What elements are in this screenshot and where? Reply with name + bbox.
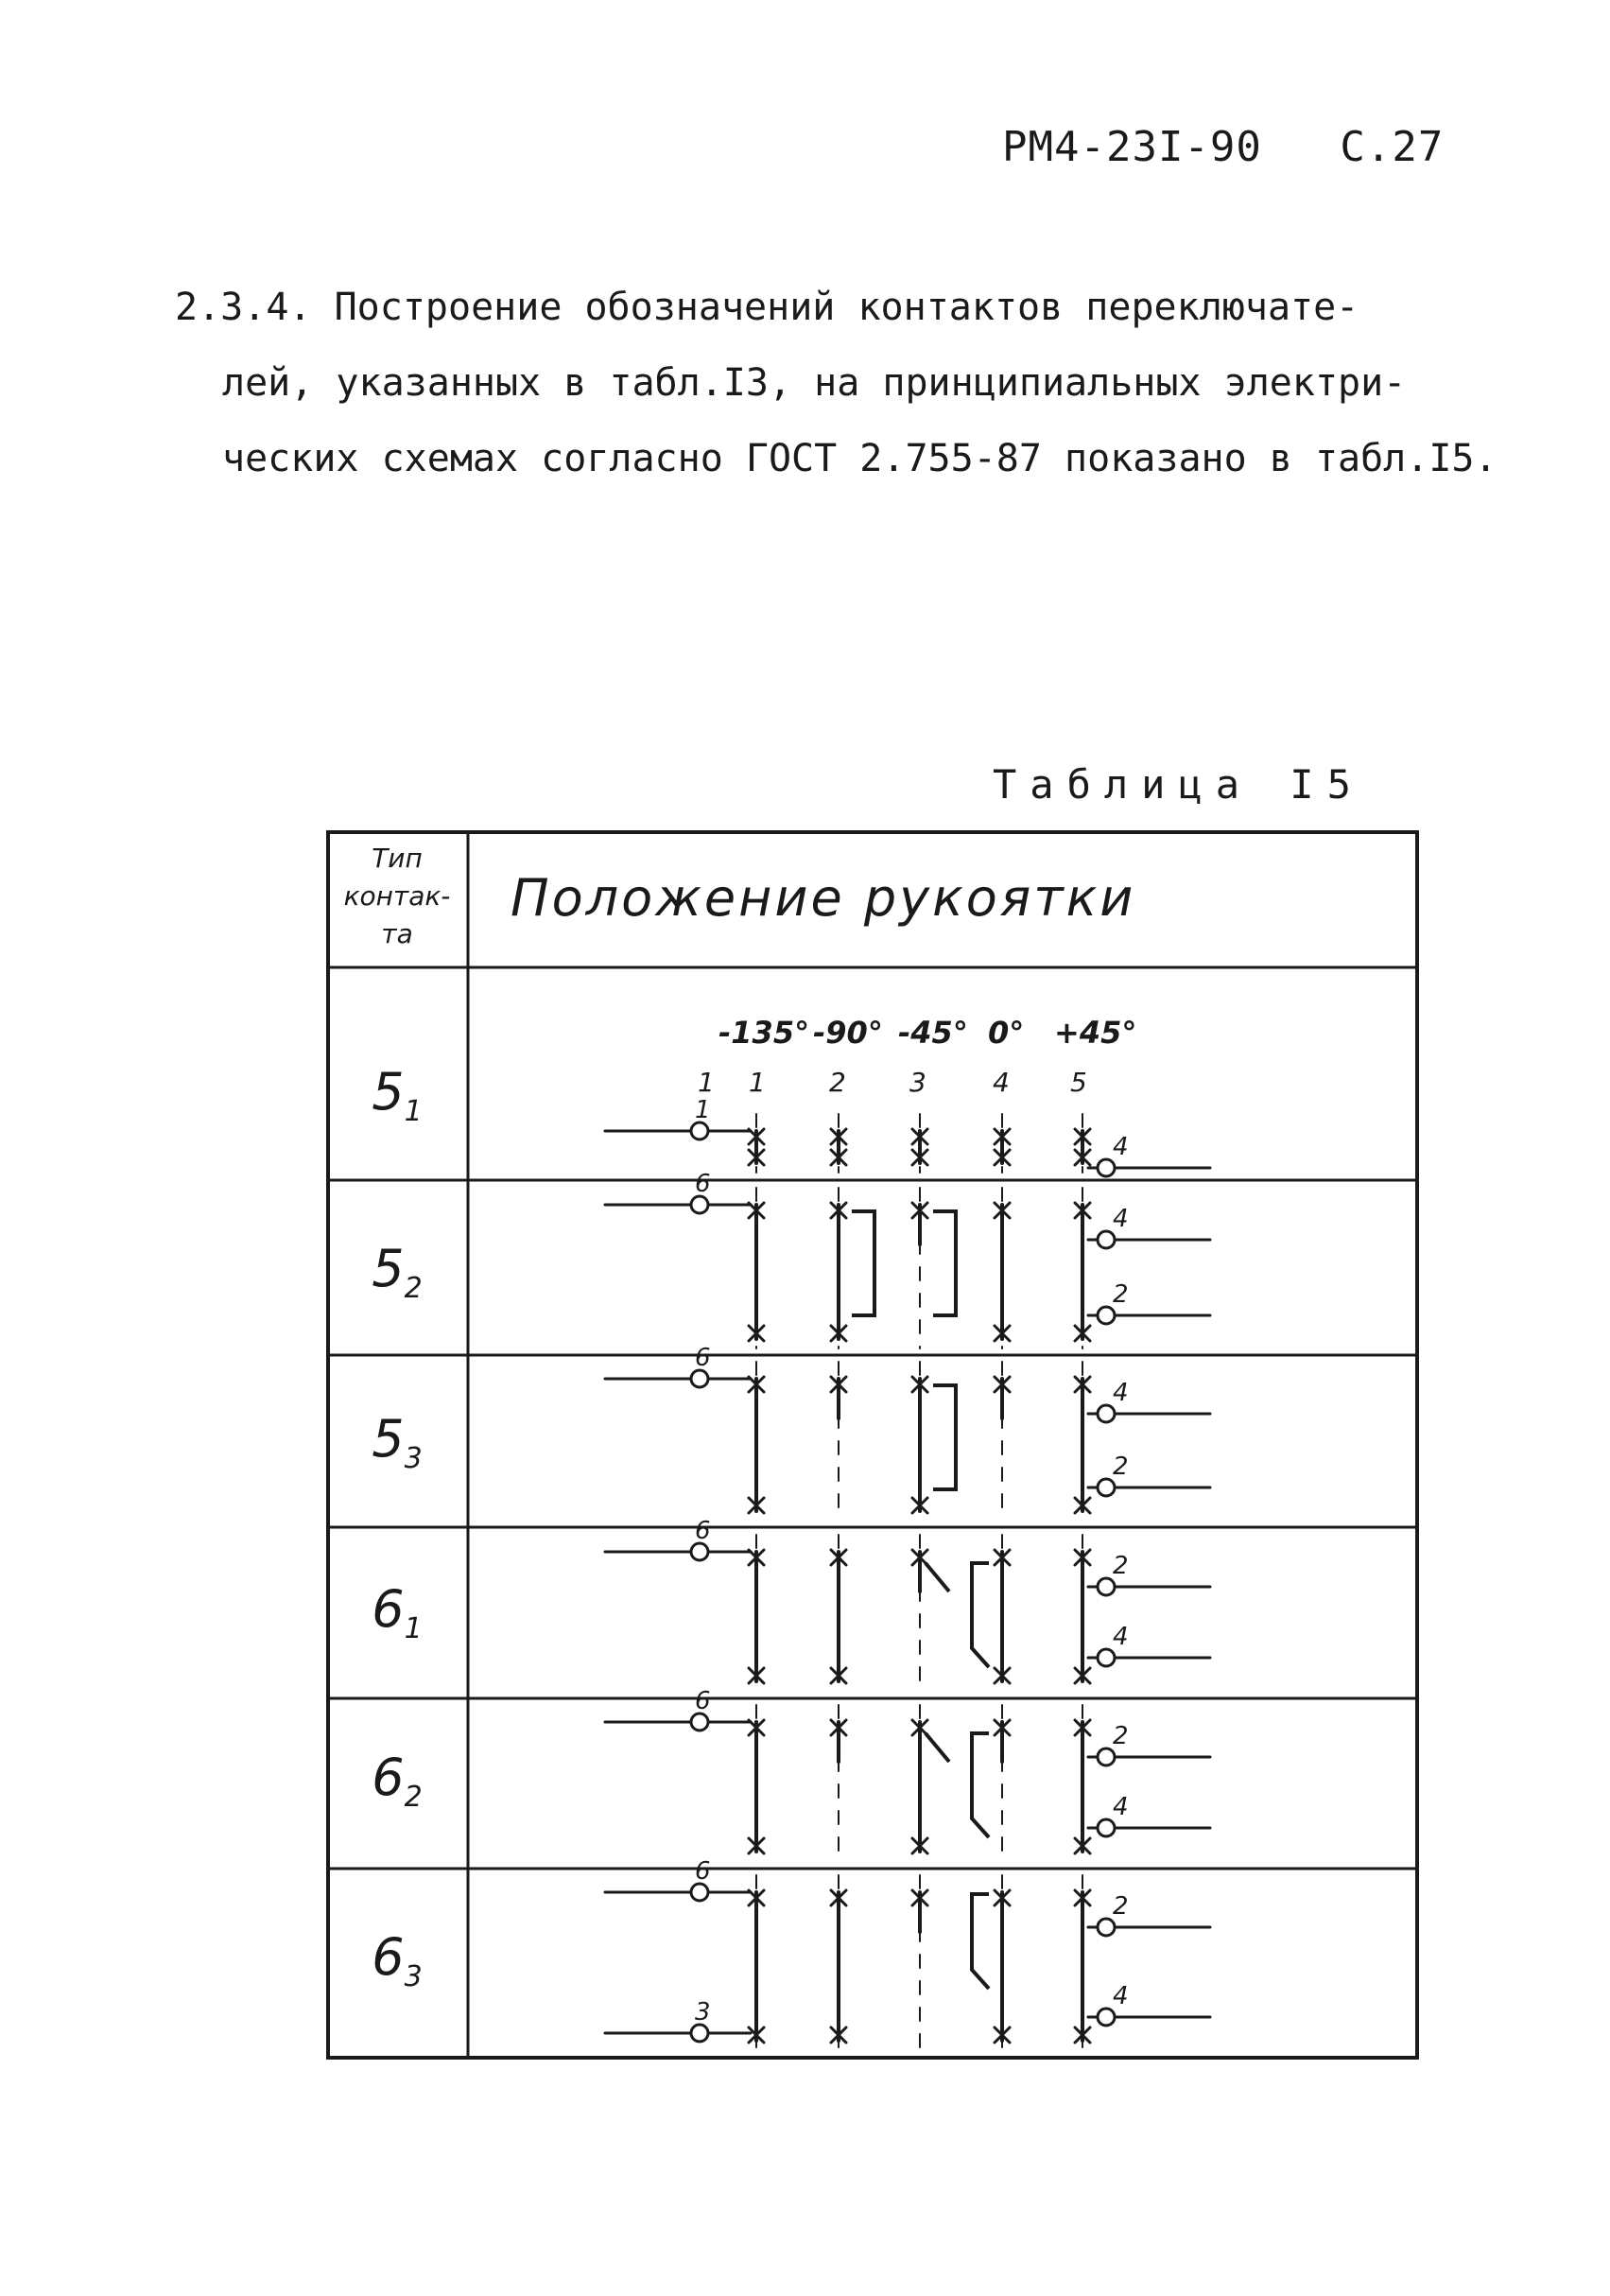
terminal-circle [691, 1196, 708, 1213]
row-label-6-1: $6_1$ [372, 1579, 423, 1645]
terminal-circle [1098, 1307, 1115, 1324]
contacts-table [326, 830, 1423, 2061]
paragraph-line: ческих схемах согласно ГОСТ 2.755-87 показано в табл.I5. [222, 437, 1497, 480]
angle-label: -45° [898, 1015, 968, 1051]
contact-bridge [926, 1563, 949, 1592]
terminal-label: 2 [1113, 1892, 1129, 1921]
row-label-6-3: $6_3$ [372, 1927, 423, 1993]
table-caption: Таблица I5 [993, 761, 1364, 808]
terminal-circle [1098, 1649, 1115, 1666]
header-contact-type-line: контак- [343, 880, 451, 912]
terminal-circle [1098, 1231, 1115, 1248]
terminal-label: 4 [1113, 1623, 1129, 1651]
angle-label: -135° [718, 1015, 810, 1051]
terminal-circle [691, 2025, 708, 2042]
terminal-label: 4 [1113, 1982, 1129, 2010]
terminal-circle [691, 1370, 708, 1387]
terminal-label: 4 [1113, 1133, 1129, 1161]
row-label-5-3: $5_3$ [372, 1409, 423, 1475]
angle-label: -90° [813, 1015, 883, 1051]
header-contact-type-line: та [381, 918, 413, 949]
terminal-label: 2 [1113, 1552, 1129, 1580]
position-number: 4 [993, 1067, 1010, 1098]
terminal-label: 3 [695, 1998, 711, 2026]
terminal-label: 6 [695, 1517, 711, 1545]
contact-bridge [972, 1894, 989, 1989]
terminal-label: 2 [1113, 1280, 1129, 1309]
row-label-5-1: $5_1$ [372, 1062, 423, 1128]
contact-bridge [852, 1211, 874, 1315]
terminal-circle [691, 1543, 708, 1560]
terminal-circle [1098, 1159, 1115, 1176]
terminal-label: 4 [1113, 1205, 1129, 1233]
terminal-label: 4 [1113, 1379, 1129, 1407]
terminal-label: 6 [695, 1857, 711, 1886]
terminal-circle [1098, 1819, 1115, 1836]
angle-label: +45° [1054, 1015, 1137, 1051]
document-code: РМ4-23I-90 [1002, 123, 1262, 171]
paragraph-2-3-4 [175, 270, 1497, 496]
page-number: С.27 [1340, 123, 1445, 171]
paragraph-line: лей, указанных в табл.I3, на принципиальных электри- [222, 361, 1407, 405]
terminal-label: 6 [695, 1344, 711, 1372]
terminal-circle [1098, 1479, 1115, 1496]
terminal-circle [1098, 1578, 1115, 1595]
contact-bridge [933, 1211, 956, 1315]
terminal-circle [1098, 2009, 1115, 2026]
terminal-label: 6 [695, 1687, 711, 1715]
terminal-circle [691, 1884, 708, 1901]
terminal-label: 4 [1113, 1793, 1129, 1821]
terminal-label: 2 [1113, 1722, 1129, 1750]
terminal-circle [691, 1713, 708, 1731]
position-number: 2 [829, 1067, 846, 1098]
position-number: 3 [909, 1067, 926, 1098]
header-contact-type-line: Тип [372, 843, 423, 874]
contact-bridge [972, 1733, 989, 1837]
position-number: 1 [749, 1067, 766, 1098]
terminal-circle [1098, 1919, 1115, 1936]
paragraph-line: 2.3.4. Построение обозначений контактов переключате- [175, 286, 1359, 329]
terminal-label: 6 [695, 1170, 711, 1198]
page-header [1002, 123, 1444, 171]
header-contact-type [326, 840, 468, 953]
terminal-circle [1098, 1405, 1115, 1422]
position-number: 1 [698, 1067, 715, 1098]
contact-bridge [933, 1385, 956, 1489]
header-handle-position: Положение рукоятки [511, 868, 1136, 928]
position-number: 5 [1070, 1067, 1087, 1098]
terminal-label: 1 [695, 1096, 711, 1124]
contact-bridge [926, 1733, 949, 1762]
row-label-6-2: $6_2$ [372, 1748, 423, 1814]
row-label-5-2: $5_2$ [372, 1239, 423, 1305]
terminal-label: 2 [1113, 1452, 1129, 1481]
contact-bridge [972, 1563, 989, 1667]
terminal-circle [1098, 1748, 1115, 1765]
terminal-circle [691, 1122, 708, 1139]
angle-label: 0° [988, 1015, 1025, 1051]
